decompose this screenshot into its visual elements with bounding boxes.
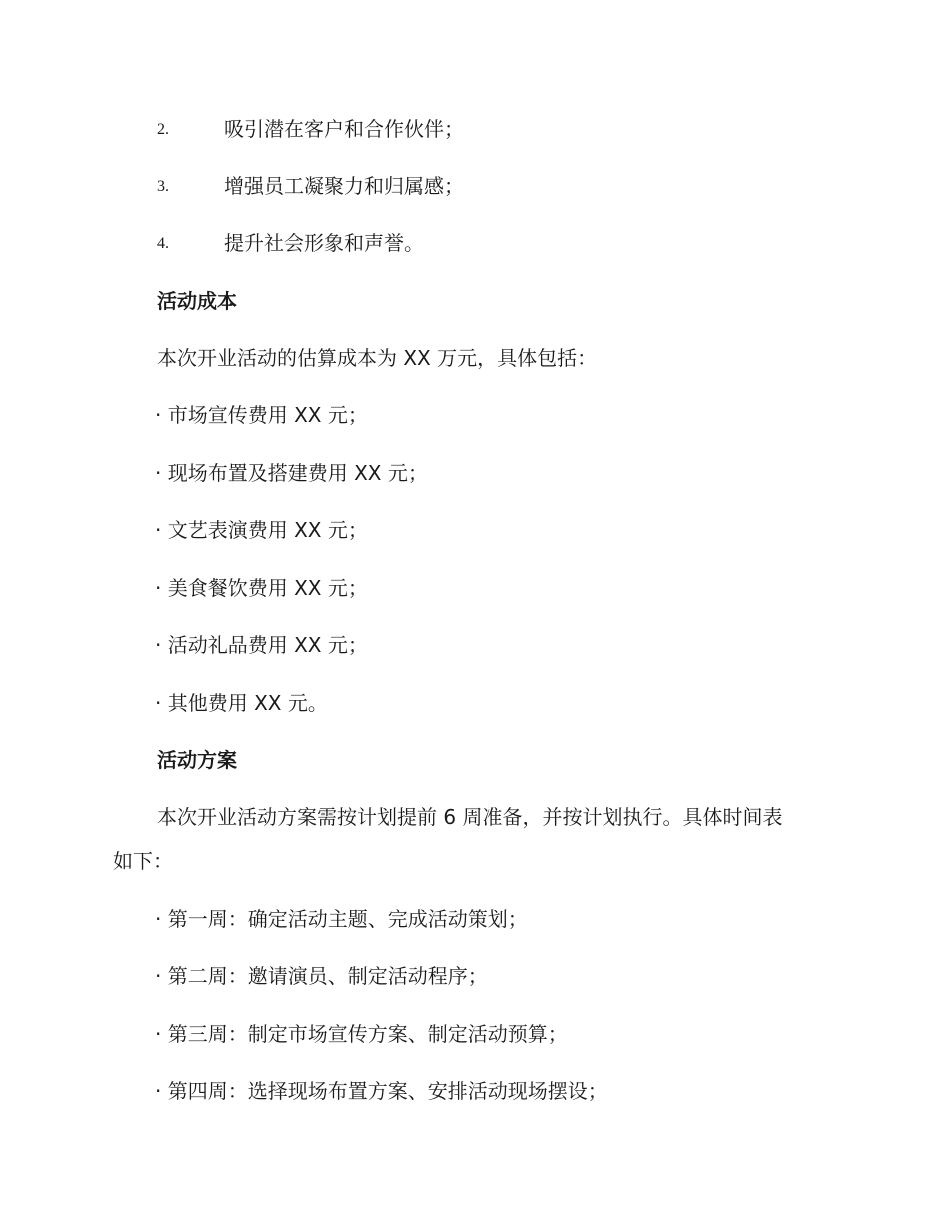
list-item: · 市场宣传费用 XX 元；: [155, 403, 368, 427]
section-heading-plan: 活动方案: [157, 748, 237, 772]
list-item: · 文艺表演费用 XX 元；: [155, 518, 368, 542]
list-number: 2.: [157, 121, 169, 138]
cost-intro-paragraph: 本次开业活动的估算成本为 XX 万元，具体包括：: [157, 346, 598, 370]
list-item: · 活动礼品费用 XX 元；: [155, 633, 368, 657]
list-item: · 第三周：制定市场宣传方案、制定活动预算；: [155, 1022, 568, 1046]
list-item: · 第一周：确定活动主题、完成活动策划；: [155, 907, 528, 931]
list-item-text: 提升社会形象和声誉。: [224, 231, 424, 255]
list-item-text: 增强员工凝聚力和归属感；: [224, 174, 464, 198]
plan-intro-line-1: 本次开业活动方案需按计划提前 6 周准备，并按计划执行。具体时间表: [157, 805, 783, 829]
plan-intro-line-2: 如下：: [113, 849, 173, 873]
list-item: · 其他费用 XX 元。: [155, 691, 328, 715]
list-item: · 现场布置及搭建费用 XX 元；: [155, 461, 428, 485]
list-number: 4.: [157, 235, 169, 252]
section-heading-cost: 活动成本: [157, 289, 237, 313]
list-item: · 第二周：邀请演员、制定活动程序；: [155, 964, 488, 988]
list-item-text: 吸引潜在客户和合作伙伴；: [224, 117, 464, 141]
list-number: 3.: [157, 178, 169, 195]
list-item: · 第四周：选择现场布置方案、安排活动现场摆设；: [155, 1079, 608, 1103]
list-item: · 美食餐饮费用 XX 元；: [155, 576, 368, 600]
